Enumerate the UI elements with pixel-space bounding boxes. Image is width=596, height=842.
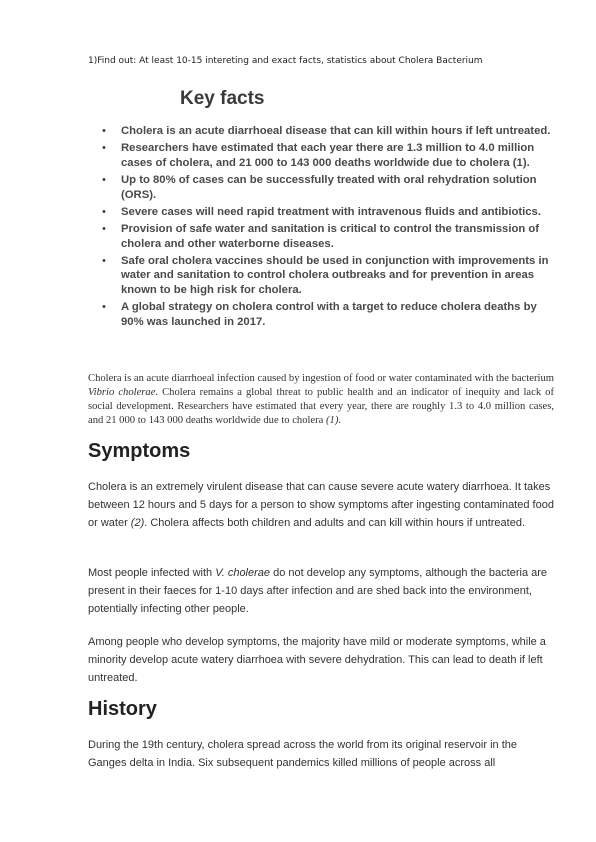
- key-fact-item: • Severe cases will need rapid treatment with intravenous fluids and antibiotics.: [100, 205, 560, 220]
- paragraph-text: do not develop any symptoms, although the bacteria are present in their faeces for 1-10 days after infection and are shed back into the environment, potentially infecting other people.: [88, 567, 548, 615]
- citation-ref: (1): [326, 415, 339, 427]
- species-name: Vibrio cholerae: [88, 387, 156, 399]
- key-fact-item: • A global strategy on cholera control with a target to reduce cholera deaths by 90% was launched in 2017.: [100, 300, 560, 329]
- history-paragraph: During the 19th century, cholera spread across the world from its original reservoir in the Ganges delta in India. Six subsequent pandemics killed millions of people across all: [88, 739, 517, 769]
- key-fact-item: • Up to 80% of cases can be successfully treated with oral rehydration solution (ORS).: [100, 173, 560, 202]
- citation-ref: (2): [130, 516, 145, 529]
- species-name: V. cholerae: [215, 567, 271, 579]
- key-facts-title: Key facts: [180, 88, 265, 109]
- paragraph-text: . Cholera affects both children and adults and can kill within hours if untreated.: [144, 516, 525, 529]
- task-instruction: 1)Find out: At least 10-15 intereting and exact facts, statistics about Cholera Bacterium: [88, 56, 483, 66]
- intro-text: .: [338, 415, 342, 427]
- symptoms-paragraph: [88, 479, 554, 532]
- key-fact-item: • Provision of safe water and sanitation is critical to control the transmission of cholera and other waterborne diseases.: [100, 222, 560, 251]
- intro-text: Cholera is an acute diarrhoeal infection caused by ingestion of food or water contaminated with the bacterium: [88, 373, 554, 384]
- symptoms-heading: Symptoms: [88, 440, 191, 462]
- intro-text: . Cholera remains a global threat to public health and an indicator of inequity and lack of social development. Researchers have estimated that every year, there are roughly 1.3 to 4.0 million cases, and 21 000 to 143 000 deaths worldwide due to cholera: [88, 387, 555, 427]
- key-fact-item: • Cholera is an acute diarrhoeal disease that can kill within hours if left untreated.: [100, 124, 560, 139]
- key-fact-item: • Safe oral cholera vaccines should be used in conjunction with improvements in water and sanitation to control cholera outbreaks and for prevention in areas known to be high risk for cholera.: [100, 254, 560, 298]
- symptoms-paragraph: [88, 565, 554, 618]
- key-facts-list: [100, 124, 560, 332]
- paragraph-text: Most people infected with: [88, 567, 216, 579]
- history-heading: History: [88, 698, 157, 720]
- intro-paragraph: [88, 372, 554, 428]
- key-fact-item: • Researchers have estimated that each year there are 1.3 million to 4.0 million cases of cholera, and 21 000 to 143 000 deaths worldwide due to cholera (1).: [100, 141, 560, 170]
- symptoms-paragraph: Among people who develop symptoms, the majority have mild or moderate symptoms, while a minority develop acute watery diarrhoea with severe dehydration. This can lead to death if left untreated.: [88, 636, 546, 684]
- paragraph-text: Cholera is an extremely virulent disease that can cause severe acute watery diarrhoea. It takes between 12 hours and 5 days for a person to show symptoms after ingesting contaminated food or water: [88, 481, 554, 529]
